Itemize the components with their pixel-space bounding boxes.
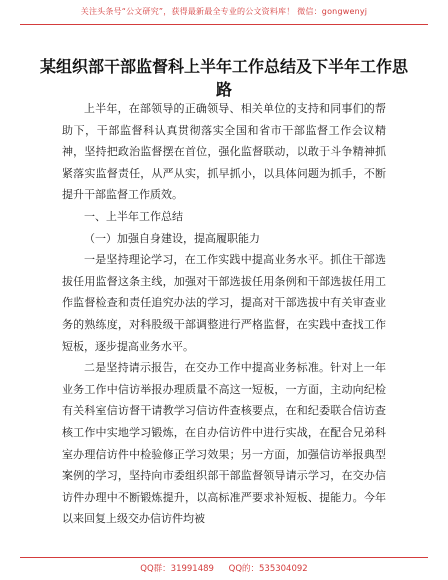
document-title: 某组织部干部监督科上半年工作总结及下半年工作思路 xyxy=(40,57,409,99)
footer-divider xyxy=(20,557,428,558)
qq-number-label: QQ的：535304092 xyxy=(228,564,308,574)
subsection-heading: （一）加强自身建设，提高履职能力 xyxy=(84,231,260,245)
intro-paragraph: 上半年，在部领导的正确领导、相关单位的支持和同事们的帮助下，干部监督科认真贯彻落实全国和省市干部监督工作会议精神，坚持把政治监督摆在首位，强化监督联动，以敢于斗争精神抓紧落实监督责任，从严从实，抓早抓小，以具体问题为抓手，不断提升干部监督工作质效。 xyxy=(62,102,386,202)
header-notice: 关注头条号“公文研究”，获得最新最全专业的公文资料库！ 微信：gongwenyj xyxy=(80,7,368,16)
paragraph-report: 二是坚持请示报告，在交办工作中提高业务标准。针对上一年业务工作中信访举报办理质量不高这一短板，一方面，主动向纪检有关科室信访督干请教学习信访件查核要点，在和纪委联合信访查核工作中实地学习锻炼，在自办信访件中进行实战，在配合兄弟科室办理信访件中检验修正学习效果；另一方面，加强信访举报典型案例的学习，坚持向市委组织部干部监督领导请示学习，在交办信访件办理中不断锻炼提升，以高标准严要求补短板、提能力。今年以来回复上级交办信访件均被 xyxy=(62,361,386,526)
paragraph-study: 一是坚持理论学习，在工作实践中提高业务水平。抓住干部选拔任用监督这条主线，加强对干部选拔任用条例和干部选拔任用工作监督检查和责任追究办法的学习，提高对干部选拔中有关审查业务的熟练度，对科股级干部调整进行严格监督，在实践中查找工作短板，逐步提高业务水平。 xyxy=(62,253,386,353)
document-body xyxy=(62,98,386,530)
qq-group-label: QQ群：31991489 xyxy=(140,564,214,574)
header-divider xyxy=(20,24,428,25)
footer-contacts xyxy=(20,562,428,574)
section-heading: 一、上半年工作总结 xyxy=(84,209,183,223)
